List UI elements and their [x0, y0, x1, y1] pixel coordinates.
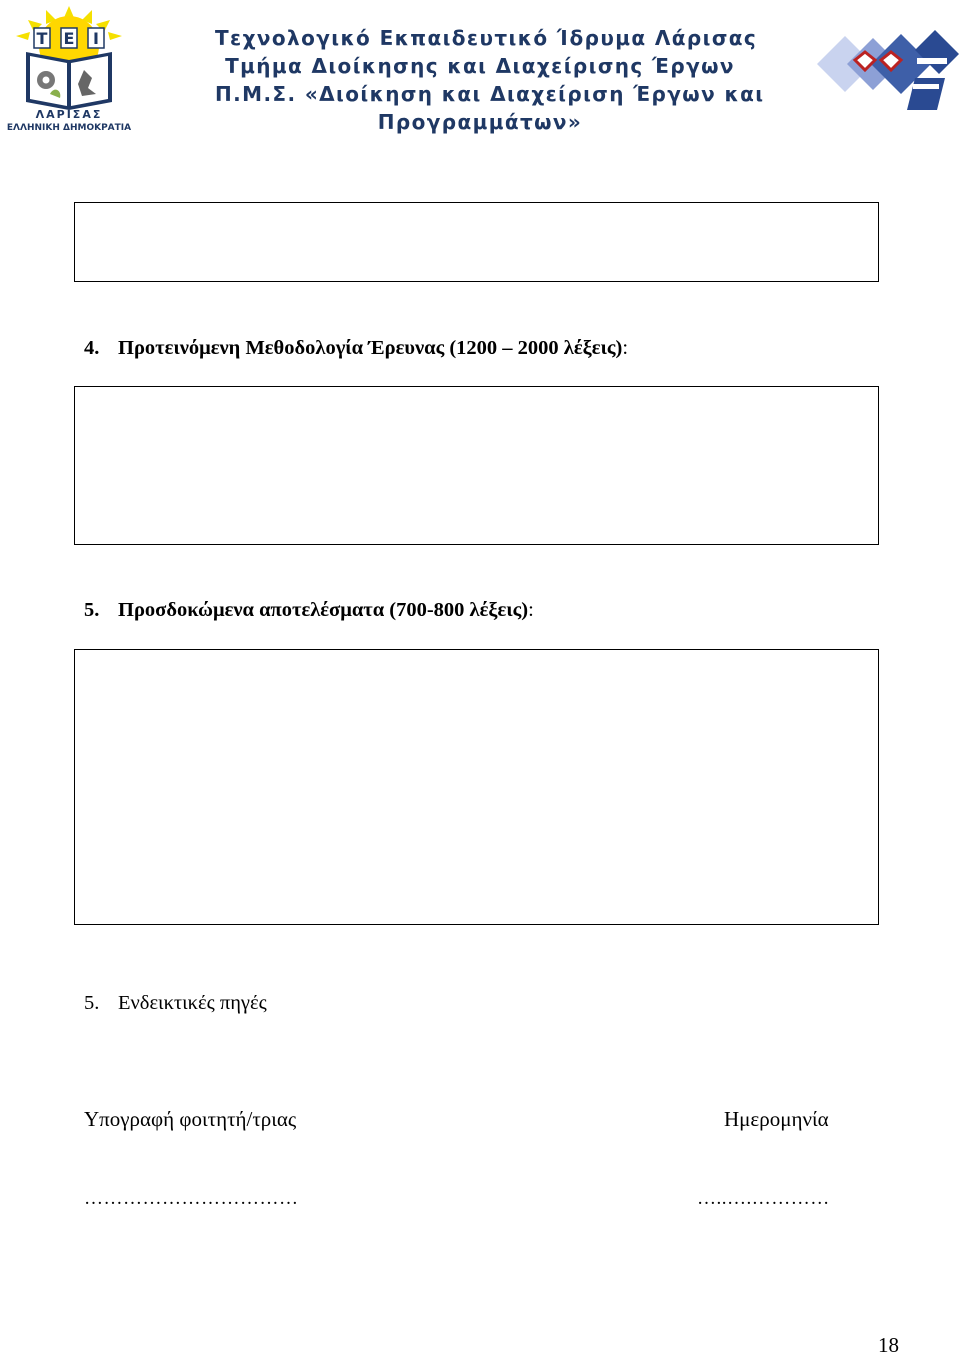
date-label: Ημερομηνία	[724, 1107, 829, 1131]
svg-text:Ι: Ι	[93, 29, 99, 48]
methodology-input-box[interactable]	[74, 386, 879, 545]
student-signature-label: Υπογραφή φοιτητή/τριας	[84, 1107, 297, 1131]
section-suffix: :	[528, 599, 534, 621]
svg-text:Ε: Ε	[63, 29, 75, 48]
department-logo-icon	[815, 28, 960, 118]
student-signature-line[interactable]: ……………………………	[84, 1188, 299, 1209]
section-title: Προσδοκώμενα αποτελέσματα (700-800 λέξεις)	[118, 599, 529, 621]
header-department-title: Τμήμα Διοίκησης και Διαχείρισης Έργων	[225, 54, 735, 78]
tei-larisa-logo-icon	[6, 6, 132, 134]
section-heading-methodology	[84, 337, 628, 360]
svg-text:ΕΛΛΗΝΙΚΗ ΔΗΜΟΚΡΑΤΙΑ: ΕΛΛΗΝΙΚΗ ΔΗΜΟΚΡΑΤΙΑ	[6, 123, 132, 133]
section-title: Ενδεικτικές πηγές	[118, 992, 267, 1014]
previous-section-input-box[interactable]	[74, 202, 879, 282]
svg-text:Τ: Τ	[36, 29, 48, 48]
date-line[interactable]: …..….…………	[697, 1188, 830, 1209]
section-number: 4.	[84, 337, 100, 359]
header-institution-title: Τεχνολογικό Εκπαιδευτικό Ίδρυμα Λάρισας	[215, 26, 758, 50]
section-heading-sources	[84, 992, 267, 1015]
page-number: 18	[878, 1333, 899, 1357]
section-suffix: :	[622, 337, 629, 359]
section-number: 5.	[84, 992, 100, 1014]
section-heading-expected-results	[84, 599, 534, 622]
section-title: Προτεινόμενη Μεθοδολογία Έρευνας (1200 – 2000 λέξεις)	[118, 337, 623, 359]
expected-results-input-box[interactable]	[74, 649, 879, 925]
header-program-title-line1: Π.Μ.Σ. «Διοίκηση και Διαχείριση Έργων και	[215, 82, 765, 106]
svg-text:ΛΑΡΙΣΑΣ: ΛΑΡΙΣΑΣ	[35, 108, 103, 121]
header-program-title-line2: Προγραμμάτων»	[377, 110, 583, 134]
section-number: 5.	[84, 599, 100, 621]
